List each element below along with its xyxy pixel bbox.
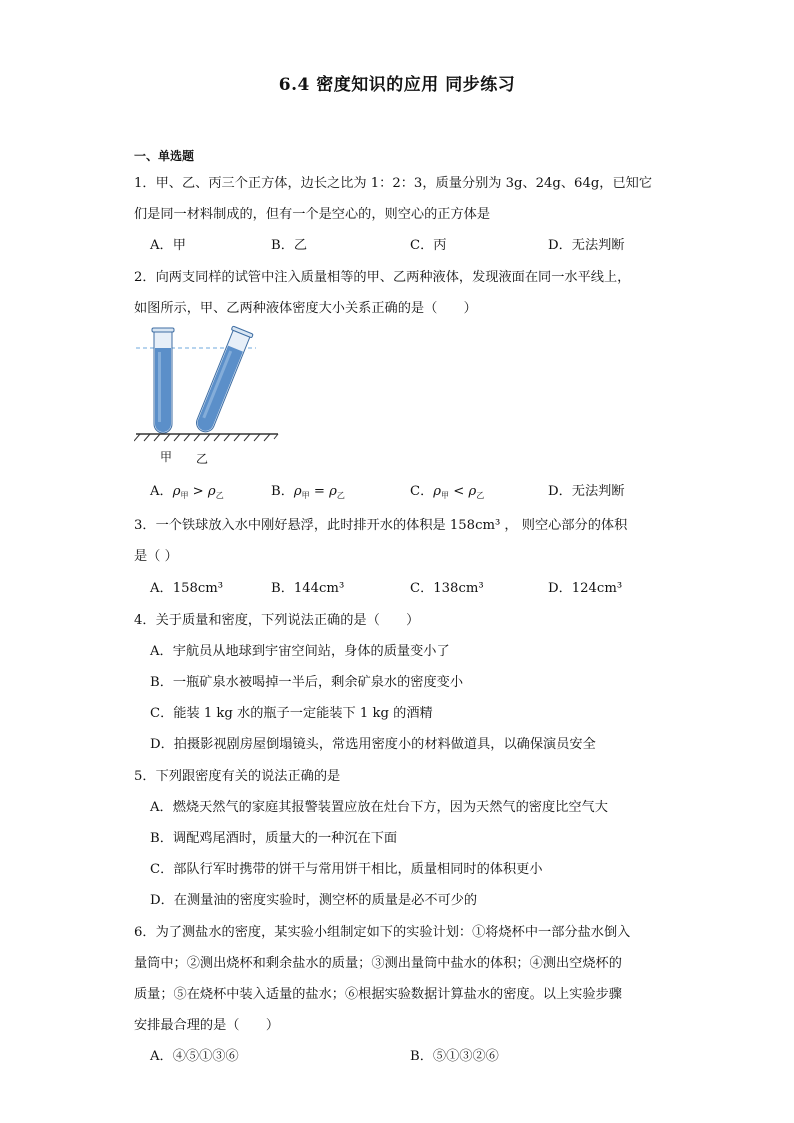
q6-line4: 安排最合理的是（ ） xyxy=(134,1018,280,1033)
section-heading: 一、单选题 xyxy=(134,149,195,163)
q5-line1: 5．下列跟密度有关的说法正确的是 xyxy=(134,769,341,784)
test-tubes-figure xyxy=(134,322,284,466)
q4-option-a: A．宇航员从地球到宇宙空间站，身体的质量变小了 xyxy=(150,644,450,659)
q6-option-b: B．⑤①③②⑥ xyxy=(410,1049,499,1064)
q5-option-d: D．在测量油的密度实验时，测空杯的质量是必不可少的 xyxy=(150,893,478,908)
q6-line3: 质量；⑤在烧杯中装入适量的盐水；⑥根据实验数据计算盐水的密度。以上实验步骤 xyxy=(134,987,622,1002)
q2-option-b: B．$\rho_甲 = \rho_乙$ xyxy=(271,484,345,500)
q1-option-d: D．无法判断 xyxy=(548,238,625,253)
tube-yi xyxy=(192,326,253,435)
q4-line1: 4．关于质量和密度，下列说法正确的是（ ） xyxy=(134,613,420,628)
tube-label-yi: 乙 xyxy=(196,452,209,466)
q3-option-c: C．138cm³ xyxy=(410,581,484,596)
q6-line1: 6．为了测盐水的密度，某实验小组制定如下的实验计划：①将烧杯中一部分盐水倒入 xyxy=(134,925,631,940)
q4-option-d: D．拍摄影视剧房屋倒塌镜头，常选用密度小的材料做道具，以确保演员安全 xyxy=(150,737,596,752)
q4-option-b: B．一瓶矿泉水被喝掉一半后，剩余矿泉水的密度变小 xyxy=(150,675,464,690)
q5-option-a: A．燃烧天然气的家庭其报警装置应放在灶台下方，因为天然气的密度比空气大 xyxy=(150,800,608,815)
q1-option-b: B．乙 xyxy=(271,238,308,253)
q5-option-c: C．部队行军时携带的饼干与常用饼干相比，质量相同时的体积更小 xyxy=(150,862,543,877)
tube-label-jia: 甲 xyxy=(160,450,173,464)
q2-option-c: C．$\rho_甲 < \rho_乙$ xyxy=(410,484,485,500)
q5-option-b: B．调配鸡尾酒时，质量大的一种沉在下面 xyxy=(150,831,398,846)
q3-option-d: D．124cm³ xyxy=(548,581,623,596)
ground-hatch xyxy=(134,434,278,441)
q4-option-c: C．能装 1 kg 水的瓶子一定能装下 1 kg 的酒精 xyxy=(150,706,433,721)
q2-line2: 如图所示，甲、乙两种液体密度大小关系正确的是（ ） xyxy=(134,301,477,316)
q2-line1: 2．向两支同样的试管中注入质量相等的甲、乙两种液体，发现液面在同一水平线上， xyxy=(134,270,631,285)
q2-option-d: D．无法判断 xyxy=(548,484,625,499)
q3-line2: 是（ ） xyxy=(134,549,178,564)
q3-line1: 3．一个铁球放入水中刚好悬浮，此时排开水的体积是 158cm³ ， 则空心部分的体积 xyxy=(134,518,628,533)
q1-option-a: A．甲 xyxy=(150,238,186,253)
q3-option-a: A．158cm³ xyxy=(150,581,224,596)
q3-option-b: B．144cm³ xyxy=(271,581,345,596)
q6-option-a: A．④⑤①③⑥ xyxy=(150,1049,239,1064)
q1-line1: 1．甲、乙、丙三个正方体，边长之比为 1：2：3，质量分别为 3g、24g、64g，已知它 xyxy=(134,176,653,191)
q1-line2: 们是同一材料制成的，但有一个是空心的，则空心的正方体是 xyxy=(134,207,491,222)
page-title: 6.4 密度知识的应用 同步练习 xyxy=(278,75,516,95)
q6-line2: 量筒中；②测出烧杯和剩余盐水的质量；③测出量筒中盐水的体积；④测出空烧杯的 xyxy=(134,956,622,971)
tube-jia xyxy=(152,328,174,433)
test-tubes-illustration xyxy=(134,322,284,442)
q1-option-c: C．丙 xyxy=(410,238,447,253)
q2-option-a: A．$\rho_甲 > \rho_乙$ xyxy=(150,484,224,500)
